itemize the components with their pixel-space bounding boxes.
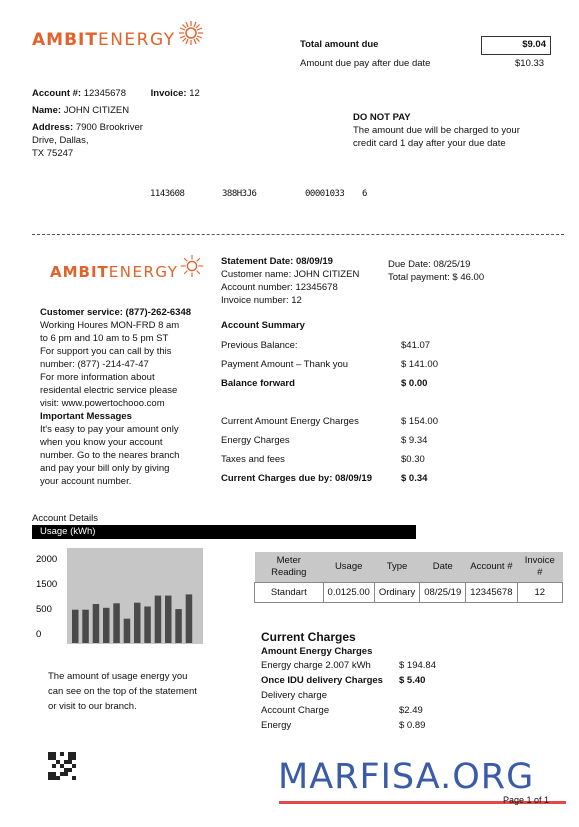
summary-row <box>221 412 438 431</box>
account-info: Account #: 12345678 Invoice: 12 Name: JOHN CITIZEN Address: 7900 Brookriver Drive, Dallas, TX 75247 <box>32 88 200 159</box>
meter-header: Meter Reading <box>255 552 324 582</box>
charge-value: $2.49 <box>399 705 423 716</box>
usage-header: Usage (kWh) <box>32 525 416 539</box>
summary-label: Balance forward <box>221 378 295 389</box>
summary-value: $ 0.00 <box>401 378 428 389</box>
summary-value: $ 141.00 <box>401 359 438 370</box>
invoice-number: 12 <box>189 88 200 99</box>
summary-row <box>221 469 438 488</box>
meter-cell: 12 <box>517 582 562 602</box>
summary-label: Energy Charges <box>221 435 290 446</box>
sun-icon <box>178 20 204 46</box>
meter-table <box>254 552 563 603</box>
usage-bar <box>103 608 110 643</box>
customer-service-info: Customer service: (877)-262-6348 Working Houres MON-FRD 8 am to 6 pm and 10 am to 5 pm ST For support you can call by this number: (877) -214-47-47 For more information about residental electric service please visit: www.powertochooo.com Important Messages It's easy to pay your amount only when you know your account number. Go to the neares branch and pay your bill only by giving your account number. <box>40 307 192 487</box>
total-value-box <box>481 36 551 55</box>
usage-bar <box>155 596 162 643</box>
after-due-value: $10.33 <box>515 58 545 69</box>
current-charges: Current Charges Amount Energy Charges Energy charge 2.007 kWh $ 194.84 Once IDU delivery Charges $ 5.40 Delivery charge Account Charge $2.49 Energy $ 0.89 <box>261 630 436 731</box>
summary-row <box>221 431 438 450</box>
summary-value: $ 0.34 <box>401 473 428 484</box>
charge-label: Delivery charge <box>261 690 327 701</box>
summary-label: Taxes and fees <box>221 454 285 465</box>
meter-cell: Ordinary <box>374 582 419 602</box>
summary-row <box>221 336 438 355</box>
meter-cell: 08/25/19 <box>420 582 466 602</box>
summary-row <box>221 374 438 393</box>
charge-row <box>261 688 436 703</box>
due-date: Due Date: 08/25/19 <box>388 259 471 270</box>
after-due-label: Amount due pay after due date <box>300 58 431 69</box>
meter-header: Usage <box>323 552 374 582</box>
charge-row <box>261 718 436 733</box>
meter-header: Account # <box>466 552 517 582</box>
charge-row <box>261 658 436 673</box>
usage-bar <box>124 619 131 643</box>
customer-name: JOHN CITIZEN <box>63 105 130 116</box>
summary-value: $ 154.00 <box>401 416 438 427</box>
qr-code <box>48 752 76 780</box>
due-info <box>388 258 484 284</box>
charge-label: Energy <box>261 720 292 731</box>
summary-row <box>221 450 438 469</box>
account-details-title: Account Details <box>32 513 99 524</box>
sun-icon <box>180 254 204 278</box>
total-payment: Total payment: $ 46.00 <box>388 272 485 283</box>
account-summary <box>221 320 438 488</box>
summary-label: Payment Amount – Thank you <box>221 359 349 370</box>
charge-label: Energy charge 2.007 kWh <box>261 660 371 671</box>
charge-label: Account Charge <box>261 705 330 716</box>
usage-bar <box>72 610 79 643</box>
usage-bar <box>82 610 89 643</box>
ambit-energy-logo-2: AMBIT ENERGY <box>50 263 204 281</box>
meter-header: Date <box>420 552 466 582</box>
charge-value: $ 5.40 <box>399 675 426 686</box>
usage-chart <box>32 547 207 647</box>
charge-row <box>261 673 436 688</box>
meter-cell: 12345678 <box>466 582 517 602</box>
charge-label: Once IDU delivery Charges <box>261 675 383 686</box>
table-row <box>255 582 563 602</box>
y-tick-label: 500 <box>36 604 52 615</box>
summary-row <box>221 355 438 374</box>
summary-label: Previous Balance: <box>221 340 298 351</box>
summary-value: $ 9.34 <box>401 435 428 446</box>
divider <box>32 234 564 235</box>
usage-bar <box>165 596 172 643</box>
charge-value: $ 0.89 <box>399 720 426 731</box>
usage-bar <box>93 604 100 643</box>
statement-info: Statement Date: 08/09/19 Customer name: JOHN CITIZEN Account number: 12345678 Invoice number: 12 <box>221 256 360 306</box>
account-number: 12345678 <box>83 88 127 99</box>
usage-bar <box>134 603 141 643</box>
watermark: MARFISA.ORG <box>278 757 535 797</box>
y-tick-label: 0 <box>36 629 42 640</box>
page-number: Page 1 of 1 <box>503 795 550 805</box>
do-not-pay-notice: DO NOT PAY The amount due will be charged to your credit card 1 day after your due date <box>353 112 520 149</box>
ambit-energy-logo: AMBIT ENERGY <box>32 30 204 50</box>
meter-header: Type <box>374 552 419 582</box>
meter-header: Invoice # <box>517 552 562 582</box>
total-label: Total amount due <box>300 39 379 50</box>
usage-bar <box>144 607 151 644</box>
current-charges-title: Current Charges <box>261 630 356 644</box>
y-tick-label: 1500 <box>36 579 58 590</box>
summary-value: $0.30 <box>401 454 425 465</box>
summary-label: Current Amount Energy Charges <box>221 416 359 427</box>
usage-bar <box>113 603 120 643</box>
charge-value: $ 194.84 <box>399 660 436 671</box>
summary-value: $41.07 <box>401 340 431 351</box>
charge-row <box>261 703 436 718</box>
summary-label: Current Charges due by: 08/09/19 <box>221 473 372 484</box>
y-tick-label: 2000 <box>36 554 58 565</box>
total-value: $9.04 <box>522 39 546 50</box>
usage-bar <box>175 609 182 643</box>
usage-note: The amount of usage energy you can see on the top of the statement or visit to our branch. <box>48 671 197 712</box>
usage-bar <box>186 594 193 643</box>
summary-title: Account Summary <box>221 320 305 331</box>
meter-cell: 0.0125.00 <box>323 582 374 602</box>
meter-cell: Standart <box>255 582 324 602</box>
